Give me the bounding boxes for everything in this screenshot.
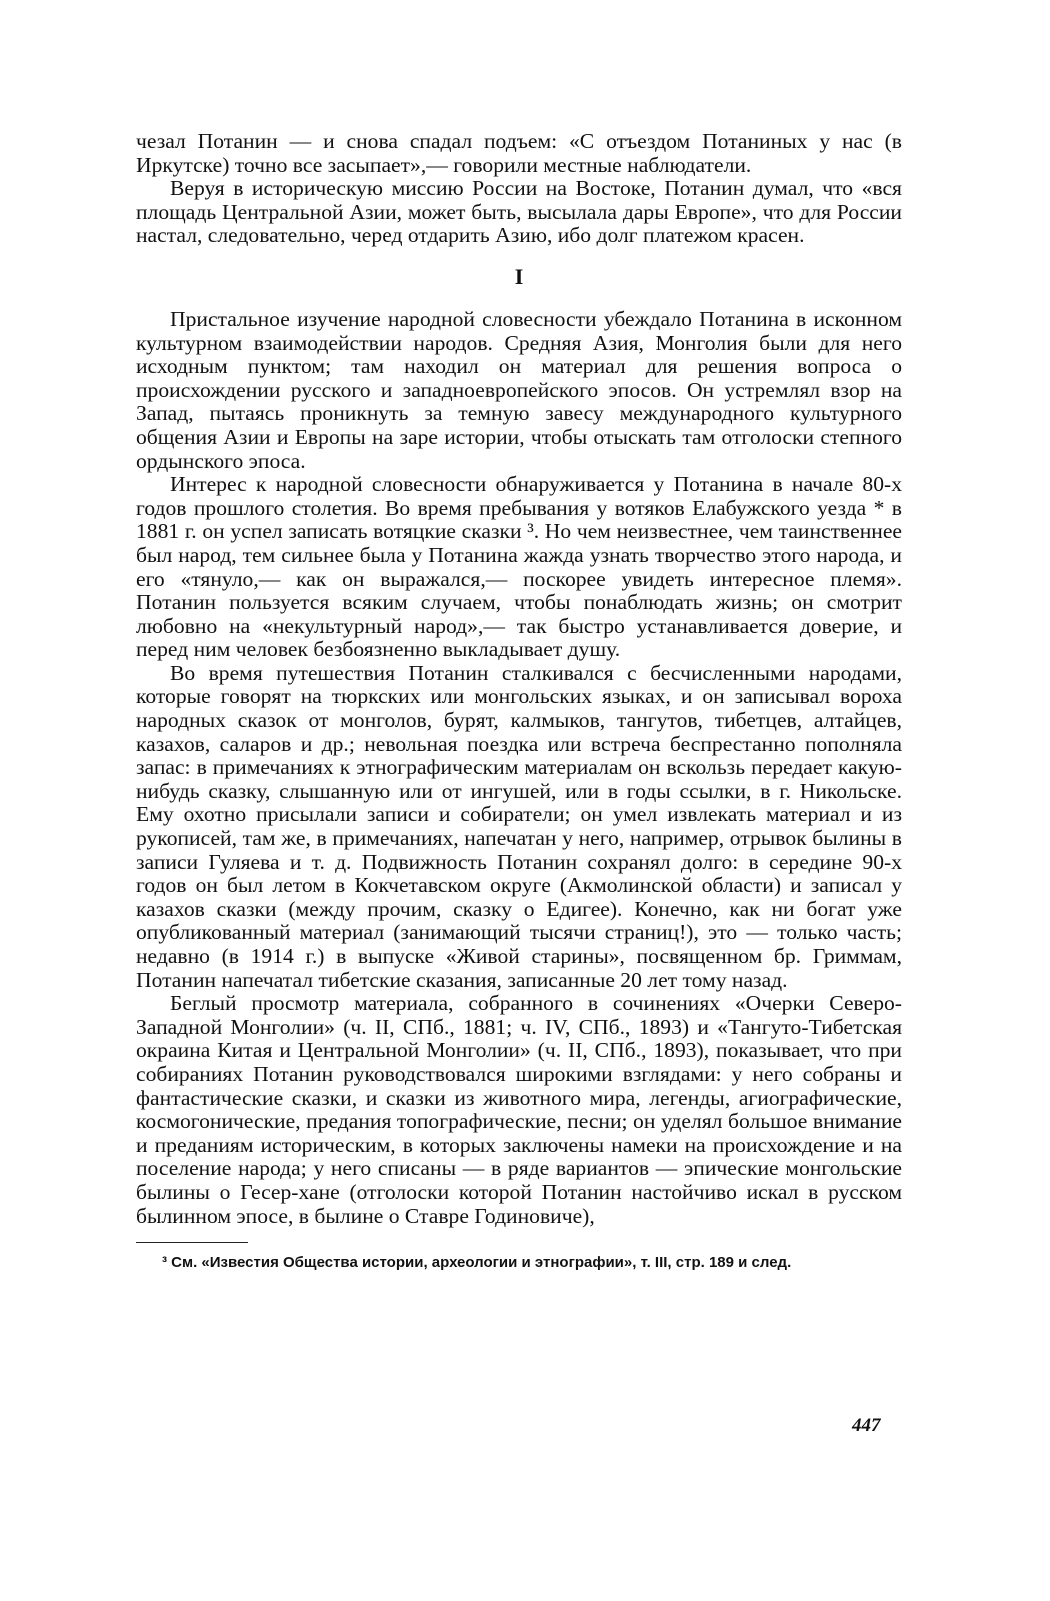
paragraph: Во время путешествия Потанин сталкивался с бесчисленными народами, которые говорят на тюркских или монгольских языках, и он записывал вороха народных сказок от монголов, бурят, калмыков, тангутов, тибетцев, алтайцев, казахов, саларов и др.; невольная поездка или встреча беспрестанно пополняла запас: в примечаниях к этнографическим материалам он вскользь передает какую-нибудь сказку, слышанную или от ингушей, или в годы ссылки, в г. Никольске. Ему охотно присылали записи и собиратели; он умел извлекать материал и из рукописей, там же, в примечаниях, напечатан у него, например, отрывок былины в записи Гуляева и т. д. Подвижность Потанин сохранял долго: в середине 90-х годов он был летом в Кокчетавском округе (Акмолинской области) и записал у казахов сказки (между прочим, сказку о Едигее). Конечно, как ни богат уже опубликованный материал (занимающий тысячи страниц!), это — только часть; недавно (в 1914 г.) в выпуске «Живой старины», посвященном бр. Гриммам, Потанин напечатал тибетские сказания, записанные 20 лет тому назад.	[136, 660, 902, 992]
footnote: ³ См. «Известия Общества истории, археологии и этнографии», т. III, стр. 189 и след.	[162, 1254, 792, 1272]
paragraph: Беглый просмотр материала, собранного в сочинениях «Очерки Северо-Западной Монголии» (ч. II, СПб., 1881; ч. IV, СПб., 1893) и «Тангуто-Тибетская окраина Китая и Центральной Монголии» (ч. II, СПб., 1893), показывает, что при собираниях Потанин руководствовался широкими взглядами: у него собраны и фантастические сказки, и сказки из животного мира, легенды, агиографические, космогонические, предания топографические, песни; он уделял большое внимание и преданиям историческим, в которых заключены намеки на происхождение и на поселение народа; у него списаны — в ряде вариантов — эпические монгольские былины о Гесер-хане (отголоски которой Потанин настойчиво искал в русском былинном эпосе, в былине о Ставре Годиновиче),	[136, 991, 902, 1228]
paragraph: Пристальное изучение народной словесности убеждало Потанина в исконном культурном взаимодействии народов. Средняя Азия, Монголия были для него исходным пунктом; там находил он материал для решения вопроса о происхождении русского и западноевропейского эпосов. Он устремлял взор на Запад, пытаясь проникнуть за темную завесу международного культурного общения Азии и Европы на заре истории, чтобы отыскать там отголоски степного ордынского эпоса.	[136, 306, 902, 473]
footnote-separator	[136, 1242, 248, 1243]
page-body	[136, 130, 902, 1273]
paragraph: Веруя в историческую миссию России на Востоке, Потанин думал, что «вся площадь Центральной Азии, может быть, высылала дары Европе», что для России настал, следовательно, черед отдарить Азию, ибо долг платежом красен.	[136, 176, 902, 248]
paragraph: чезал Потанин — и снова спадал подъем: «С отъездом Потаниных у нас (в Иркутске) точно все засыпает»,— говорили местные наблюдатели.	[136, 129, 902, 177]
section-number: I	[514, 263, 524, 289]
page-number: 447	[852, 1415, 881, 1436]
paragraph: Интерес к народной словесности обнаруживается у Потанина в начале 80-х годов прошлого столетия. Во время пребывания у вотяков Елабужского уезда * в 1881 г. он успел записать вотяцкие сказки ³. Но чем неизвестнее, чем таинственнее был народ, тем сильнее была у Потанина жажда узнать творчество этого народа, и его «тянуло,— как он выражался,— поскорее увидеть интересное племя». Потанин пользуется всяким случаем, чтобы понаблюдать жизнь; он смотрит любовно на «некультурный народ»,— так быстро устанавливается доверие, и перед ним человек безбоязненно выкладывает душу.	[136, 472, 902, 662]
